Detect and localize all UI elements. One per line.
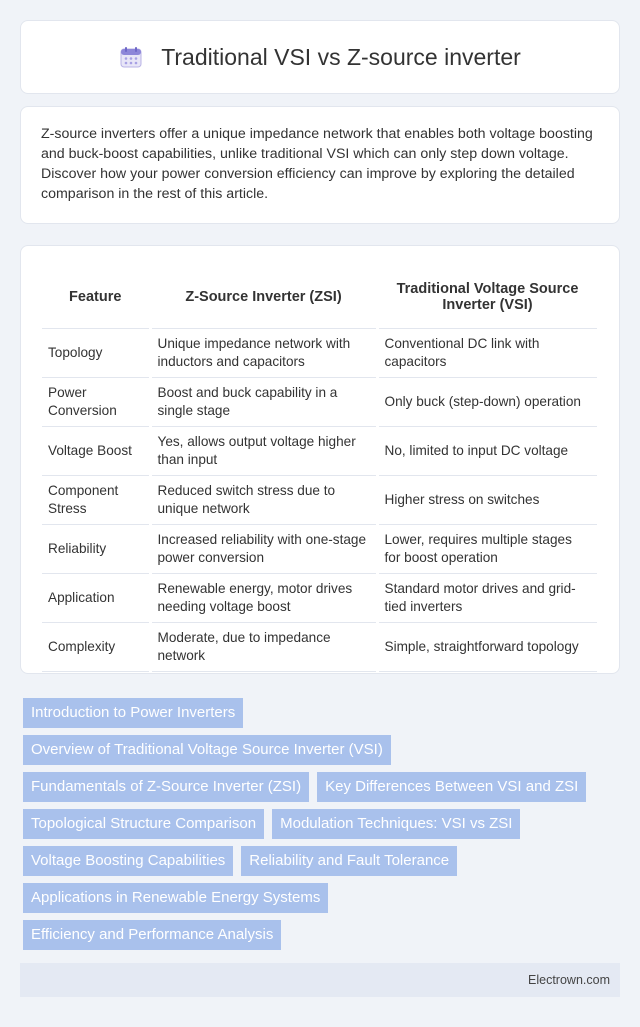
zsi-cell: Moderate, due to impedance network <box>150 622 377 671</box>
tag-link[interactable]: Fundamentals of Z-Source Inverter (ZSI) <box>23 772 309 802</box>
feature-cell: Voltage Boost <box>42 426 150 475</box>
tag-link[interactable]: Voltage Boosting Capabilities <box>23 846 233 876</box>
vsi-cell: Conventional DC link with capacitors <box>377 328 598 377</box>
tag-row <box>23 735 623 765</box>
comparison-table-card <box>20 245 620 674</box>
header-feature: Feature <box>42 266 150 328</box>
tag-link[interactable]: Overview of Traditional Voltage Source Inverter (VSI) <box>23 735 391 765</box>
vsi-cell: Lower, requires multiple stages for boost operation <box>377 524 598 573</box>
footer-brand[interactable]: Electrown.com <box>528 973 610 987</box>
header-zsi: Z-Source Inverter (ZSI) <box>150 266 377 328</box>
vsi-cell: Only buck (step-down) operation <box>377 377 598 426</box>
tag-row <box>23 920 623 950</box>
table-header-row <box>42 266 598 328</box>
page-title: Traditional VSI vs Z-source inverter <box>161 43 521 70</box>
tag-row <box>23 772 623 802</box>
vsi-cell: Higher stress on switches <box>377 475 598 524</box>
feature-cell: Topology <box>42 328 150 377</box>
tag-link[interactable]: Efficiency and Performance Analysis <box>23 920 281 950</box>
tag-row <box>23 809 623 839</box>
feature-cell: Application <box>42 573 150 622</box>
table-row <box>42 426 598 475</box>
tag-row <box>23 883 623 913</box>
table-row <box>42 328 598 377</box>
feature-cell: Complexity <box>42 622 150 671</box>
calendar-icon <box>119 45 143 69</box>
zsi-cell: Reduced switch stress due to unique network <box>150 475 377 524</box>
feature-cell: Power Conversion <box>42 377 150 426</box>
footer <box>20 963 620 997</box>
table-row <box>42 377 598 426</box>
zsi-cell: Boost and buck capability in a single stage <box>150 377 377 426</box>
table-row <box>42 524 598 573</box>
vsi-cell: Simple, straightforward topology <box>377 622 598 671</box>
vsi-cell: No, limited to input DC voltage <box>377 426 598 475</box>
table-row <box>42 475 598 524</box>
table-row <box>42 622 598 671</box>
feature-cell: Component Stress <box>42 475 150 524</box>
tag-link[interactable]: Introduction to Power Inverters <box>23 698 243 728</box>
zsi-cell: Increased reliability with one-stage power conversion <box>150 524 377 573</box>
vsi-cell: Standard motor drives and grid-tied inverters <box>377 573 598 622</box>
intro-card <box>20 106 620 224</box>
table-row <box>42 573 598 622</box>
feature-cell: Reliability <box>42 524 150 573</box>
intro-text: Z-source inverters offer a unique impedance network that enables both voltage boosting and buck-boost capabilities, unlike traditional VSI which can only step down voltage. Discover how your power conversion efficiency can improve by exploring the detailed comparison in the rest of this article. <box>41 126 593 202</box>
tag-link[interactable]: Key Differences Between VSI and ZSI <box>317 772 586 802</box>
tag-link[interactable]: Topological Structure Comparison <box>23 809 264 839</box>
tag-row <box>23 698 623 728</box>
tag-link[interactable]: Reliability and Fault Tolerance <box>241 846 457 876</box>
comparison-table <box>42 266 600 672</box>
zsi-cell: Unique impedance network with inductors and capacitors <box>150 328 377 377</box>
title-card <box>20 20 620 94</box>
topic-tags <box>23 698 623 957</box>
tag-link[interactable]: Applications in Renewable Energy Systems <box>23 883 328 913</box>
tag-link[interactable]: Modulation Techniques: VSI vs ZSI <box>272 809 520 839</box>
zsi-cell: Yes, allows output voltage higher than input <box>150 426 377 475</box>
tag-row <box>23 846 623 876</box>
header-vsi: Traditional Voltage Source Inverter (VSI) <box>377 266 598 328</box>
zsi-cell: Renewable energy, motor drives needing voltage boost <box>150 573 377 622</box>
